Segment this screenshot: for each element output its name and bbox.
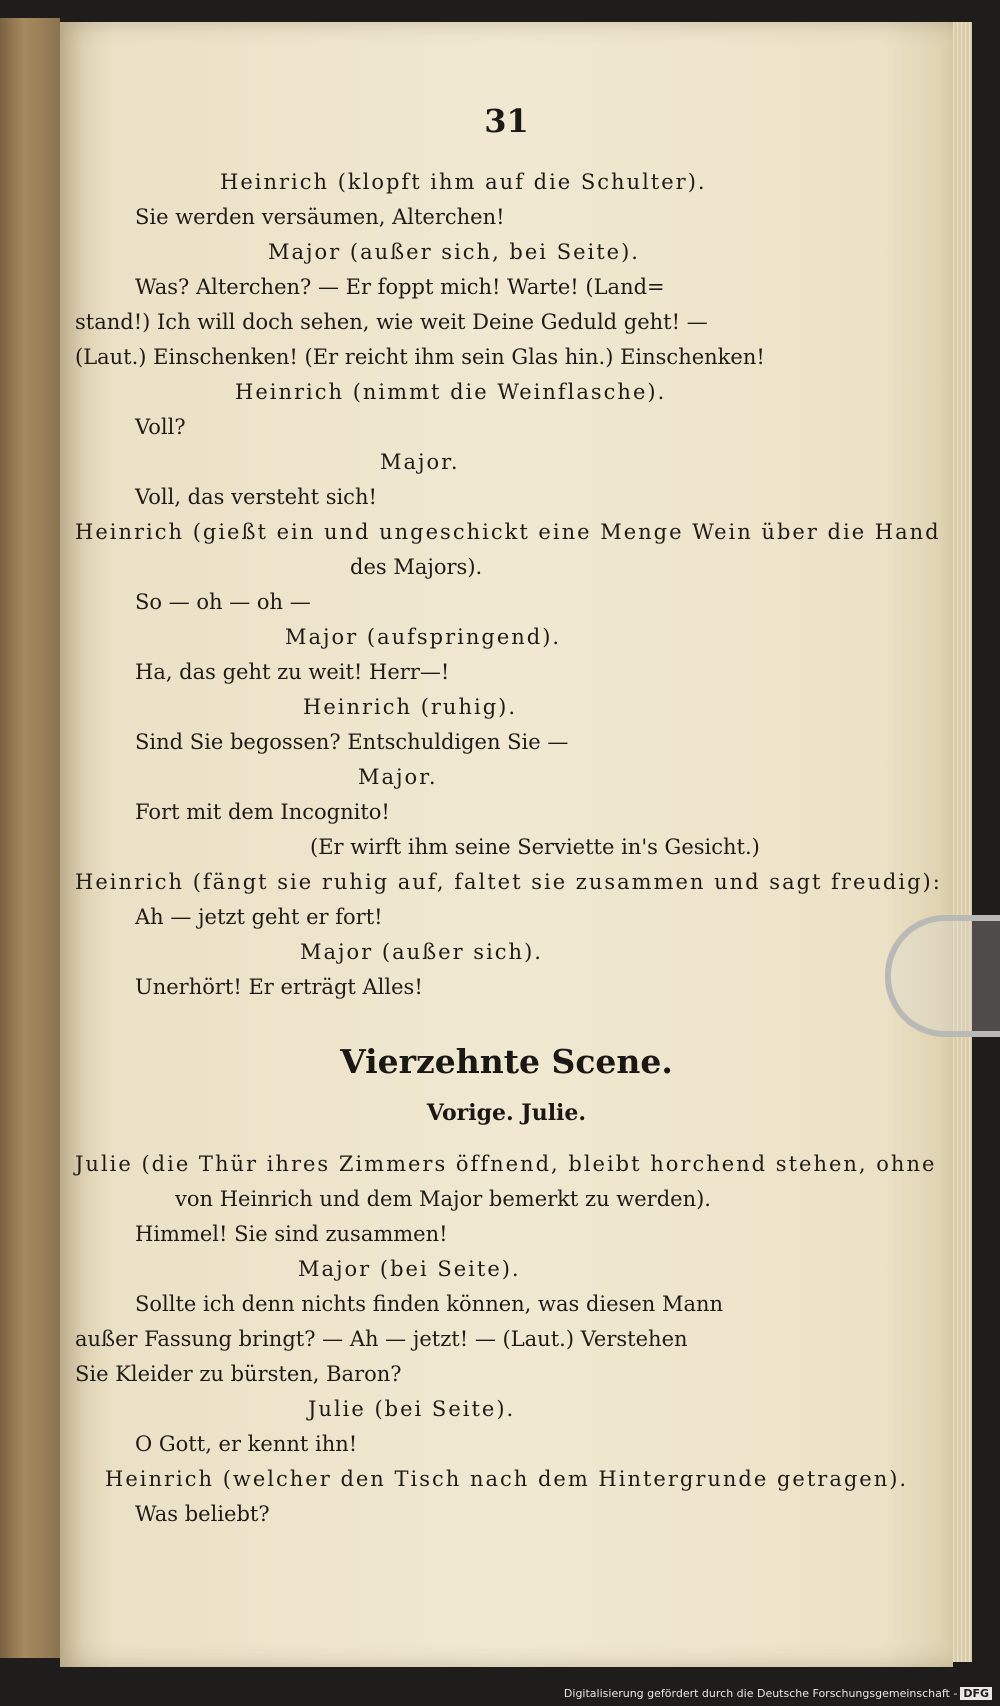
text-line: Himmel! Sie sind zusammen!: [135, 1222, 448, 1246]
page-edge-stack: [950, 22, 972, 1662]
text-line: Major (außer sich, bei Seite).: [268, 240, 640, 264]
text-line: (Laut.) Einschenken! (Er reicht ihm sein Glas hin.) Einschenken!: [75, 345, 765, 369]
text-line: Julie (die Thür ihres Zimmers öffnend, bleibt horchend stehen, ohne: [75, 1152, 937, 1176]
text-line: Sie werden versäumen, Alterchen!: [135, 205, 505, 229]
text-line: Heinrich (klopft ihm auf die Schulter).: [220, 170, 707, 194]
text-line: Major (bei Seite).: [298, 1257, 521, 1281]
text-line: Major (außer sich).: [300, 940, 543, 964]
text-line: stand!) Ich will doch sehen, wie weit Deine Geduld geht! —: [75, 310, 708, 334]
text-line: Voll?: [135, 415, 186, 439]
text-line: außer Fassung bringt? — Ah — jetzt! — (Laut.) Verstehen: [75, 1327, 688, 1351]
text-line: Sie Kleider zu bürsten, Baron?: [75, 1362, 402, 1386]
text-line: Heinrich (ruhig).: [303, 695, 518, 719]
dfg-logo: DFG: [960, 1687, 992, 1700]
text-line: Fort mit dem Incognito!: [135, 800, 390, 824]
text-line: Major.: [380, 450, 460, 474]
scene-title: Vierzehnte Scene.: [340, 1042, 673, 1081]
scene-persons: Vorige. Julie.: [426, 1100, 587, 1126]
text-line: Julie (bei Seite).: [308, 1397, 516, 1421]
text-line: von Heinrich und dem Major bemerkt zu werden).: [175, 1187, 711, 1211]
text-line: Major.: [358, 765, 438, 789]
text-line: Ah — jetzt geht er fort!: [135, 905, 383, 929]
text-line: Ha, das geht zu weit! Herr—!: [135, 660, 450, 684]
text-line: Voll, das versteht sich!: [135, 485, 377, 509]
footer-text: Digitalisierung gefördert durch die Deutsche Forschungsgemeinschaft -: [563, 1687, 958, 1700]
text-line: des Majors).: [350, 555, 483, 579]
text-line: Sind Sie begossen? Entschuldigen Sie —: [135, 730, 569, 754]
text-line: Heinrich (nimmt die Weinflasche).: [235, 380, 667, 404]
text-line: Sollte ich denn nichts finden können, was diesen Mann: [135, 1292, 724, 1316]
text-line: Heinrich (fängt sie ruhig auf, faltet sie zusammen und sagt freudig):: [75, 870, 942, 894]
book-page: [60, 22, 953, 1667]
text-line: Was beliebt?: [135, 1502, 270, 1526]
text-line: Heinrich (gießt ein und ungeschickt eine Menge Wein über die Hand: [75, 520, 941, 544]
text-line: So — oh — oh —: [135, 590, 311, 614]
digitization-footer: [564, 1687, 992, 1700]
text-line: Was? Alterchen? — Er foppt mich! Warte! (Land=: [135, 275, 665, 299]
text-line: Unerhört! Er erträgt Alles!: [135, 975, 423, 999]
text-line: (Er wirft ihm seine Serviette in's Gesicht.): [310, 835, 760, 859]
text-line: O Gott, er kennt ihn!: [135, 1432, 358, 1456]
left-page-edge: [0, 18, 60, 1658]
text-line: Heinrich (welcher den Tisch nach dem Hintergrunde getragen).: [105, 1467, 909, 1491]
page-number: 31: [484, 102, 529, 140]
paper-clip-icon: [885, 915, 1000, 1037]
text-line: Major (aufspringend).: [285, 625, 562, 649]
